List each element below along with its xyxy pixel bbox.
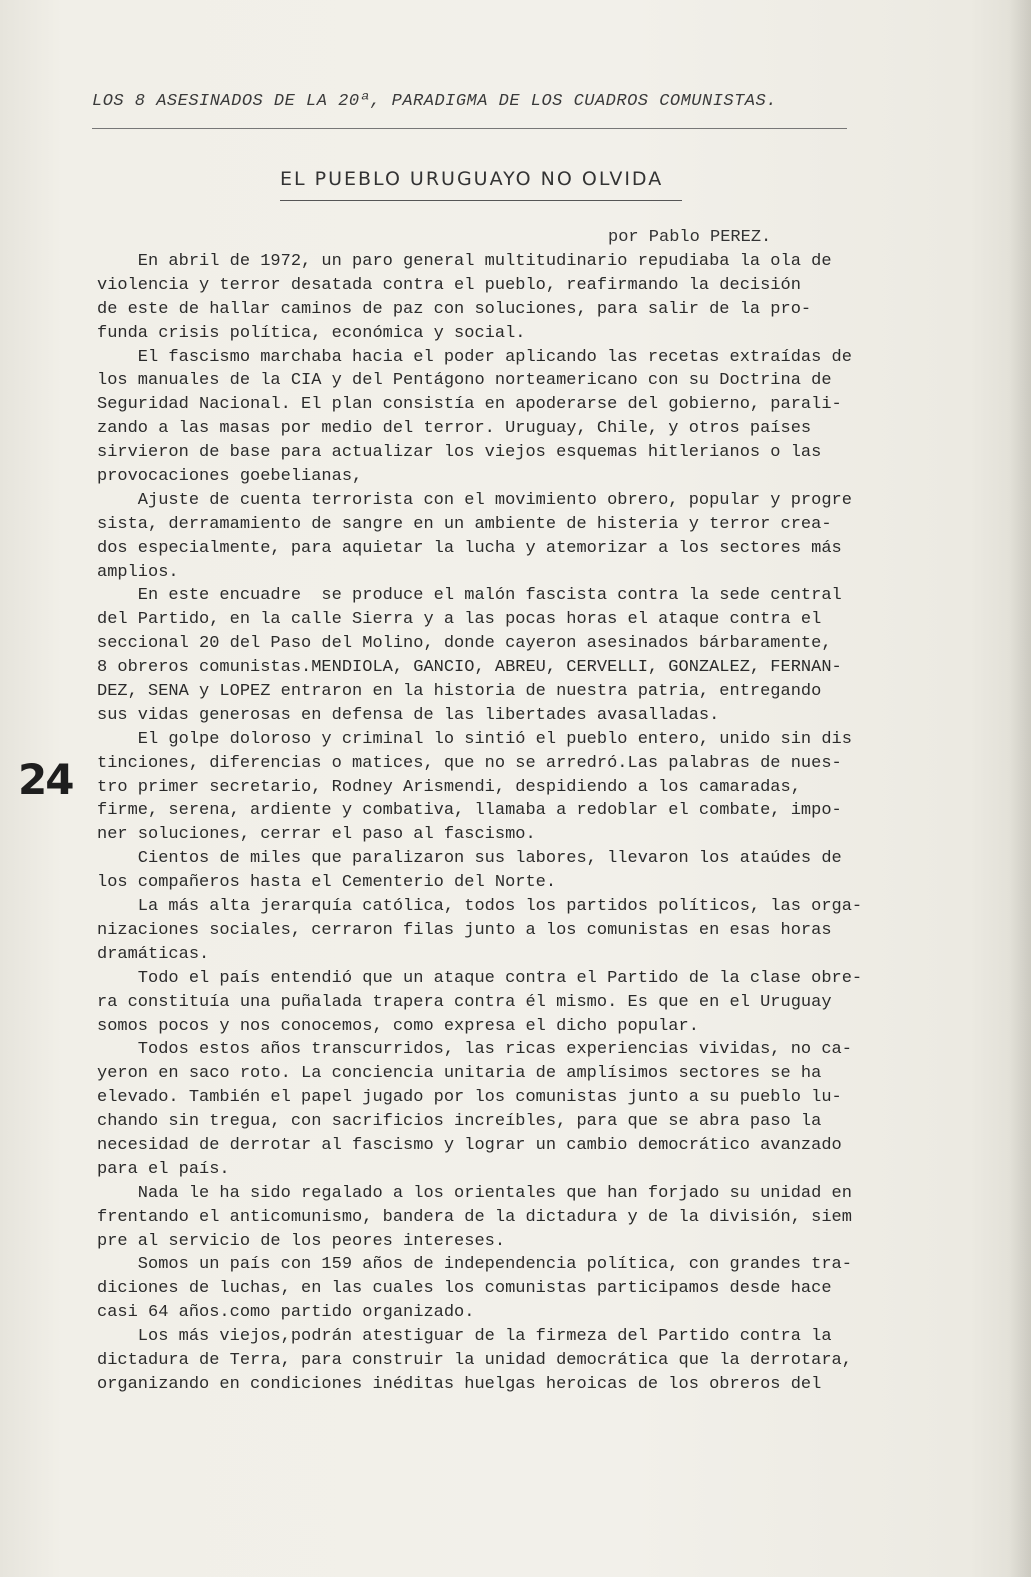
title-underline xyxy=(280,200,682,201)
article-body xyxy=(97,250,977,1397)
body-line: dramáticas. xyxy=(97,944,210,964)
body-line: firme, serena, ardiente y combativa, llamaba a redoblar el combate, impo- xyxy=(97,801,842,821)
body-line: Los más viejos,podrán atestiguar de la firmeza del Partido contra la xyxy=(97,1327,832,1347)
body-line: En este encuadre se produce el malón fascista contra la sede central xyxy=(97,586,842,606)
article-title: EL PUEBLO URUGUAYO NO OLVIDA xyxy=(280,168,664,190)
body-line: necesidad de derrotar al fascismo y lograr un cambio democrático avanzado xyxy=(97,1135,842,1155)
page-edge-shadow xyxy=(1009,0,1031,1577)
body-line: ra constituía una puñalada trapera contra él mismo. Es que en el Uruguay xyxy=(97,992,832,1012)
body-line: elevado. También el papel jugado por los comunistas junto a su pueblo lu- xyxy=(97,1088,842,1108)
body-line: En abril de 1972, un paro general multitudinario repudiaba la ola de xyxy=(97,252,832,271)
body-line: tro primer secretario, Rodney Arismendi, despidiendo a los camaradas, xyxy=(97,777,801,797)
body-line: Ajuste de cuenta terrorista con el movimiento obrero, popular y progre xyxy=(97,490,852,510)
body-line: de este de hallar caminos de paz con soluciones, para salir de la pro- xyxy=(97,299,812,319)
body-line: frentando el anticomunismo, bandera de la dictadura y de la división, siem xyxy=(97,1207,852,1227)
body-line: El fascismo marchaba hacia el poder aplicando las recetas extraídas de xyxy=(97,347,852,367)
body-line: La más alta jerarquía católica, todos los partidos políticos, las orga- xyxy=(97,897,863,917)
body-line: Cientos de miles que paralizaron sus labores, llevaron los ataúdes de xyxy=(97,849,842,869)
body-line: sista, derramamiento de sangre en un ambiente de histeria y terror crea- xyxy=(97,514,832,534)
page-number: 24 xyxy=(18,755,73,804)
body-line: organizando en condiciones inéditas huelgas heroicas de los obreros del xyxy=(97,1374,822,1394)
body-line: los manuales de la CIA y del Pentágono norteamericano con su Doctrina de xyxy=(97,371,832,391)
body-line: los compañeros hasta el Cementerio del Norte. xyxy=(97,873,557,893)
body-line: ner soluciones, cerrar el paso al fascismo. xyxy=(97,825,536,845)
body-line: funda crisis política, económica y social. xyxy=(97,323,526,343)
body-line: Seguridad Nacional. El plan consistía en apoderarse del gobierno, parali- xyxy=(97,395,842,415)
body-line: seccional 20 del Paso del Molino, donde cayeron asesinados bárbaramente, xyxy=(97,634,832,654)
body-line: Somos un país con 159 años de independencia política, con grandes tra- xyxy=(97,1255,852,1275)
running-head: LOS 8 ASESINADOS DE LA 20ª, PARADIGMA DE LOS CUADROS COMUNISTAS. xyxy=(92,92,777,111)
body-line: casi 64 años.como partido organizado. xyxy=(97,1303,475,1323)
body-line: DEZ, SENA y LOPEZ entraron en la historia de nuestra patria, entregando xyxy=(97,682,822,702)
body-line: dos especialmente, para aquietar la lucha y atemorizar a los sectores más xyxy=(97,538,842,558)
body-line: pre al servicio de los peores intereses. xyxy=(97,1231,506,1251)
body-line: tinciones, diferencias o matices, que no se arredró.Las palabras de nues- xyxy=(97,753,842,773)
body-line: del Partido, en la calle Sierra y a las pocas horas el ataque contra el xyxy=(97,610,822,630)
body-line: somos pocos y nos conocemos, como expresa el dicho popular. xyxy=(97,1016,699,1036)
body-line: Todo el país entendió que un ataque contra el Partido de la clase obre- xyxy=(97,968,863,988)
body-line: chando sin tregua, con sacrificios increíbles, para que se abra paso la xyxy=(97,1112,822,1132)
header-rule xyxy=(92,128,847,129)
body-line: sirvieron de base para actualizar los viejos esquemas hitlerianos o las xyxy=(97,443,822,463)
body-line: nizaciones sociales, cerraron filas junto a los comunistas en esas horas xyxy=(97,920,832,940)
body-line: zando a las masas por medio del terror. Uruguay, Chile, y otros países xyxy=(97,419,812,439)
body-line: violencia y terror desatada contra el pueblo, reafirmando la decisión xyxy=(97,275,801,295)
body-line: diciones de luchas, en las cuales los comunistas participamos desde hace xyxy=(97,1279,832,1299)
body-line: sus vidas generosas en defensa de las libertades avasalladas. xyxy=(97,705,720,725)
body-line: Todos estos años transcurridos, las ricas experiencias vividas, no ca- xyxy=(97,1040,852,1060)
author-byline: por Pablo PEREZ. xyxy=(608,228,772,247)
body-line: provocaciones goebelianas, xyxy=(97,467,363,487)
body-line: dictadura de Terra, para construir la unidad democrática que la derrotara, xyxy=(97,1350,852,1370)
body-line: para el país. xyxy=(97,1159,230,1179)
body-line: El golpe doloroso y criminal lo sintió el pueblo entero, unido sin dis xyxy=(97,729,852,749)
body-line: yeron en saco roto. La conciencia unitaria de amplísimos sectores se ha xyxy=(97,1064,822,1084)
body-line: 8 obreros comunistas.MENDIOLA, GANCIO, ABREU, CERVELLI, GONZALEZ, FERNAN- xyxy=(97,658,842,678)
body-line: Nada le ha sido regalado a los orientales que han forjado su unidad en xyxy=(97,1183,852,1203)
body-line: amplios. xyxy=(97,562,179,582)
